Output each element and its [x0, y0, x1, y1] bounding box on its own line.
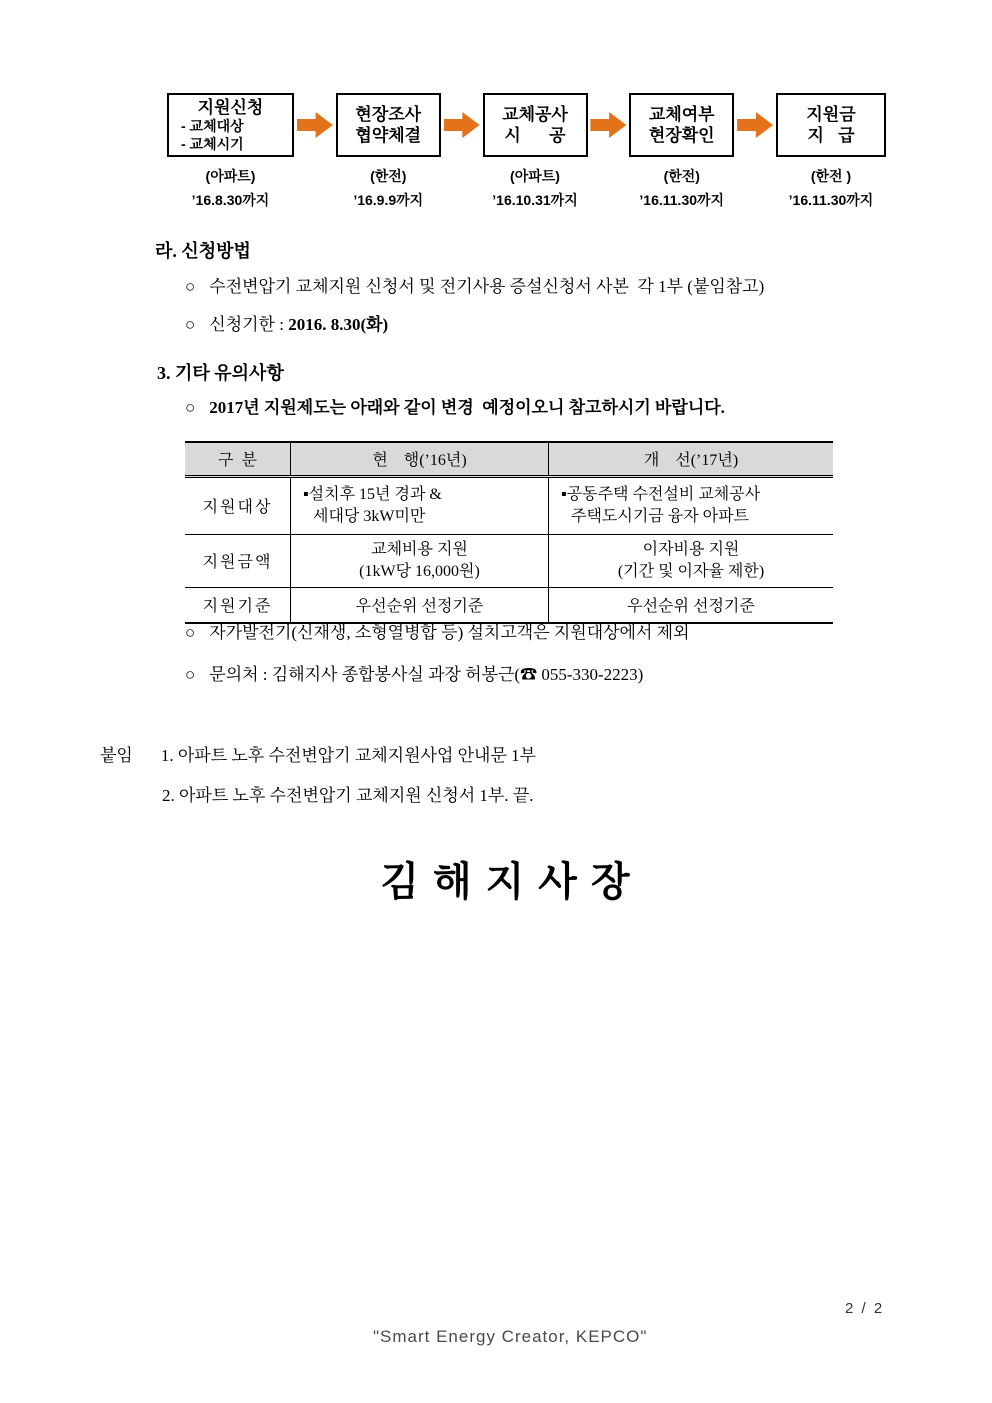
flow-step-5 [776, 93, 886, 210]
deadline-date: 2016. 8.30(화) [288, 315, 389, 334]
flow-step-box [167, 93, 294, 157]
flow-step-title: 교체공사 [502, 104, 568, 124]
table-cell: 우선순위 선정기준 [548, 588, 833, 622]
arrow-right-icon [297, 112, 333, 138]
flow-step-box [483, 93, 588, 157]
attachments-line-1 [100, 745, 536, 767]
cell-line: 세대당 3kW미만 [313, 507, 426, 525]
org-label: (아파트) [510, 168, 560, 184]
section-ra-item-1 [185, 276, 945, 298]
arrow-right-icon [590, 112, 626, 138]
arrow-right-icon [444, 112, 480, 138]
flow-step-2 [336, 93, 441, 210]
flow-step-subitem: - 교체대상 [181, 118, 244, 135]
footer-slogan: "Smart Energy Creator, KEPCO" [373, 1327, 648, 1346]
table-cell [290, 535, 548, 587]
item-label: 신청기한 : [209, 315, 289, 334]
section-ra-heading: 라. 신청방법 [155, 241, 251, 261]
org-label: (한전 ) [810, 168, 852, 184]
table-row [185, 587, 833, 622]
intro-text: 2017년 지원제도는 아래와 같이 변경 예정이오니 참고하시기 바랍니다. [209, 398, 725, 417]
note-text: 자가발전기(신재생, 소형열병합 등) 설치고객은 지원대상에서 제외 [209, 623, 690, 642]
cell-line: ▪공동주택 수전설비 교체공사 [561, 486, 761, 503]
flow-step-title: 지원금 [806, 104, 856, 124]
flow-step-title: 교체여부 [648, 104, 715, 124]
table-row [185, 534, 833, 587]
org-label: (한전) [663, 168, 700, 184]
column-header: 개 선(’17년) [548, 443, 833, 475]
section-3-intro [185, 397, 945, 419]
flow-step-title: 현장확인 [648, 126, 715, 145]
attachments-line-2 [162, 785, 534, 807]
note-2 [185, 664, 945, 686]
table-cell: 우선순위 선정기준 [290, 588, 548, 622]
flow-step-1 [167, 93, 294, 210]
cell-line: (기간 및 이자율 제한) [617, 562, 765, 580]
cell-line: 이자비용 지원 [642, 541, 740, 559]
section-3-heading: 3. 기타 유의사항 [157, 363, 284, 383]
flow-step-4 [629, 93, 734, 210]
row-label: 지원금액 [202, 554, 273, 572]
arrow-right-icon [737, 112, 773, 138]
cell-line: 교체비용 지원 [371, 541, 468, 559]
org-label: (한전) [370, 168, 407, 184]
table-header-row [185, 443, 833, 478]
attachment-item: 2. 아파트 노후 수전변압기 교체지원 신청서 1부. 끝. [162, 786, 534, 805]
flow-step-title: 지 급 [807, 126, 855, 145]
table-cell [548, 535, 833, 587]
column-header: 구 분 [218, 452, 257, 469]
table-cell [548, 478, 833, 534]
column-header: 현 행(’16년) [290, 443, 548, 475]
attachment-item: 1. 아파트 노후 수전변압기 교체지원사업 안내문 1부 [160, 746, 537, 765]
cell-line: 주택도시기금 융자 아파트 [571, 507, 750, 525]
item-text: 수전변압기 교체지원 신청서 및 전기사용 증설신청서 사본 각 1부 (붙임참고) [209, 277, 765, 296]
org-label: (아파트) [205, 168, 256, 184]
flow-step-3 [483, 93, 588, 210]
flow-step-title: 협약체결 [355, 126, 422, 145]
flow-step-subitem: - 교체시기 [181, 135, 244, 152]
deadline-label: ’16.9.9까지 [353, 192, 424, 208]
comparison-table [185, 441, 833, 624]
process-flowchart [167, 93, 886, 210]
flow-step-box [336, 93, 441, 157]
flow-step-box [629, 93, 734, 157]
attachments-label: 붙임 [100, 746, 133, 765]
deadline-label: ’16.10.31까지 [492, 192, 578, 208]
flow-step-title: 지원신청 [197, 97, 264, 117]
flow-step-box [776, 93, 886, 157]
row-label: 지원대상 [202, 499, 273, 517]
cell-line: ▪설치후 15년 경과 & [303, 486, 442, 503]
circle-bullet-icon: ○ [185, 315, 196, 334]
section-ra-item-2 [185, 314, 388, 336]
flow-step-title: 시 공 [504, 126, 566, 145]
deadline-label: ’16.11.30까지 [639, 192, 725, 208]
table-cell [290, 478, 548, 534]
page-number: 2 / 2 [845, 1300, 885, 1317]
note-1 [185, 622, 945, 644]
signature-title: 김해지사장 [380, 859, 644, 904]
row-label: 지원기준 [202, 598, 273, 616]
circle-bullet-icon: ○ [185, 277, 196, 296]
deadline-label: ’16.11.30까지 [788, 192, 874, 208]
note-text: 문의처 : 김해지사 종합봉사실 과장 허봉근(☎ 055-330-2223) [209, 665, 644, 684]
flow-step-title: 현장조사 [355, 104, 422, 124]
table-row [185, 478, 833, 534]
deadline-label: ’16.8.30까지 [191, 192, 270, 208]
cell-line: (1kW당 16,000원) [359, 562, 480, 580]
circle-bullet-icon: ○ [185, 398, 196, 417]
circle-bullet-icon: ○ [185, 623, 196, 642]
circle-bullet-icon: ○ [185, 665, 196, 684]
